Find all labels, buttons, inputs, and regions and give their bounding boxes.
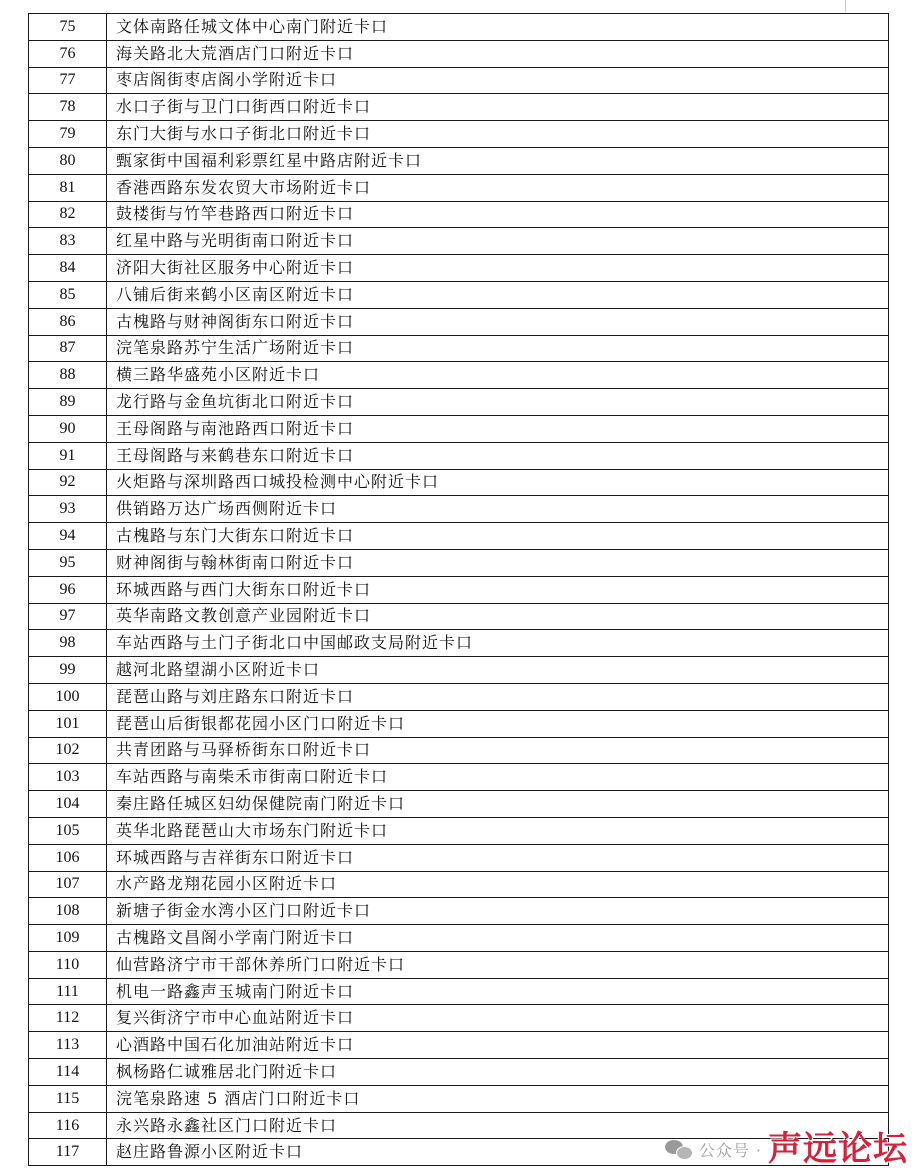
- checkpoint-table-body: [29, 14, 889, 1166]
- row-number-cell: 81: [29, 174, 107, 201]
- table-row: [29, 442, 889, 469]
- table-row: [29, 978, 889, 1005]
- location-cell: 越河北路望湖小区附近卡口: [107, 657, 889, 684]
- checkpoint-table: [28, 13, 889, 1166]
- location-cell: 秦庄路任城区妇幼保健院南门附近卡口: [107, 791, 889, 818]
- row-number-cell: 80: [29, 147, 107, 174]
- table-row: [29, 40, 889, 67]
- watermark-brand: 声远论坛: [768, 1129, 908, 1169]
- location-cell: 古槐路与东门大街东口附近卡口: [107, 523, 889, 550]
- row-number-cell: 84: [29, 255, 107, 282]
- table-row: [29, 281, 889, 308]
- row-number-cell: 103: [29, 764, 107, 791]
- location-cell: 文体南路任城文体中心南门附近卡口: [107, 14, 889, 41]
- location-cell: 红星中路与光明街南口附近卡口: [107, 228, 889, 255]
- row-number-cell: 87: [29, 335, 107, 362]
- row-number-cell: 112: [29, 1005, 107, 1032]
- location-cell: 古槐路文昌阁小学南门附近卡口: [107, 925, 889, 952]
- row-number-cell: 101: [29, 710, 107, 737]
- location-cell: 车站西路与南柴禾市街南口附近卡口: [107, 764, 889, 791]
- location-cell: 车站西路与土门子街北口中国邮政支局附近卡口: [107, 630, 889, 657]
- table-row: [29, 657, 889, 684]
- table-row: [29, 362, 889, 389]
- row-number-cell: 109: [29, 925, 107, 952]
- table-row: [29, 603, 889, 630]
- location-cell: 东门大街与水口子街北口附近卡口: [107, 121, 889, 148]
- row-number-cell: 104: [29, 791, 107, 818]
- table-row: [29, 710, 889, 737]
- location-cell: 古槐路与财神阁街东口附近卡口: [107, 308, 889, 335]
- table-row: [29, 469, 889, 496]
- table-row: [29, 308, 889, 335]
- row-number-cell: 114: [29, 1059, 107, 1086]
- row-number-cell: 100: [29, 683, 107, 710]
- row-number-cell: 92: [29, 469, 107, 496]
- location-cell: 龙行路与金鱼坑街北口附近卡口: [107, 389, 889, 416]
- location-cell: 英华北路琵琶山大市场东门附近卡口: [107, 817, 889, 844]
- location-cell: 琵琶山后街银都花园小区门口附近卡口: [107, 710, 889, 737]
- table-row: [29, 255, 889, 282]
- table-row: [29, 1085, 889, 1112]
- row-number-cell: 95: [29, 549, 107, 576]
- row-number-cell: 76: [29, 40, 107, 67]
- location-cell: 水口子街与卫门口街西口附近卡口: [107, 94, 889, 121]
- row-number-cell: 113: [29, 1032, 107, 1059]
- row-number-cell: 107: [29, 871, 107, 898]
- row-number-cell: 83: [29, 228, 107, 255]
- location-cell: 复兴街济宁市中心血站附近卡口: [107, 1005, 889, 1032]
- location-cell: 供销路万达广场西侧附近卡口: [107, 496, 889, 523]
- location-cell: 永兴路永鑫社区门口附近卡口: [107, 1112, 889, 1139]
- table-row: [29, 1032, 889, 1059]
- table-row: [29, 389, 889, 416]
- location-cell: 枣店阁街枣店阁小学附近卡口: [107, 67, 889, 94]
- table-row: [29, 549, 889, 576]
- location-cell: 枫杨路仁诚雅居北门附近卡口: [107, 1059, 889, 1086]
- table-row: [29, 844, 889, 871]
- row-number-cell: 110: [29, 951, 107, 978]
- table-row: [29, 201, 889, 228]
- location-cell: 火炬路与深圳路西口城投检测中心附近卡口: [107, 469, 889, 496]
- row-number-cell: 115: [29, 1085, 107, 1112]
- table-row: [29, 737, 889, 764]
- location-cell: 甄家街中国福利彩票红星中路店附近卡口: [107, 147, 889, 174]
- table-row: [29, 1005, 889, 1032]
- page-edge-line: [845, 0, 846, 12]
- row-number-cell: 116: [29, 1112, 107, 1139]
- row-number-cell: 105: [29, 817, 107, 844]
- location-cell: 新塘子街金水湾小区门口附近卡口: [107, 898, 889, 925]
- row-number-cell: 78: [29, 94, 107, 121]
- table-row: [29, 496, 889, 523]
- table-row: [29, 764, 889, 791]
- table-row: [29, 898, 889, 925]
- location-cell: 济阳大街社区服务中心附近卡口: [107, 255, 889, 282]
- location-cell: 财神阁街与翰林街南口附近卡口: [107, 549, 889, 576]
- location-cell: 海关路北大荒酒店门口附近卡口: [107, 40, 889, 67]
- table-row: [29, 925, 889, 952]
- table-row: [29, 523, 889, 550]
- table-row: [29, 871, 889, 898]
- table-row: [29, 67, 889, 94]
- row-number-cell: 96: [29, 576, 107, 603]
- location-cell: 心酒路中国石化加油站附近卡口: [107, 1032, 889, 1059]
- row-number-cell: 106: [29, 844, 107, 871]
- row-number-cell: 94: [29, 523, 107, 550]
- table-row: [29, 951, 889, 978]
- table-row: [29, 1059, 889, 1086]
- row-number-cell: 88: [29, 362, 107, 389]
- table-row: [29, 576, 889, 603]
- location-cell: 仙营路济宁市干部休养所门口附近卡口: [107, 951, 889, 978]
- row-number-cell: 90: [29, 415, 107, 442]
- location-cell: 琵琶山路与刘庄路东口附近卡口: [107, 683, 889, 710]
- row-number-cell: 99: [29, 657, 107, 684]
- row-number-cell: 98: [29, 630, 107, 657]
- table-row: [29, 791, 889, 818]
- row-number-cell: 102: [29, 737, 107, 764]
- watermark: [665, 1131, 908, 1167]
- location-cell: 英华南路文教创意产业园附近卡口: [107, 603, 889, 630]
- row-number-cell: 79: [29, 121, 107, 148]
- wechat-icon: [665, 1138, 693, 1160]
- row-number-cell: 82: [29, 201, 107, 228]
- location-cell: 浣笔泉路速 5 酒店门口附近卡口: [107, 1085, 889, 1112]
- row-number-cell: 108: [29, 898, 107, 925]
- location-cell: 机电一路鑫声玉城南门附近卡口: [107, 978, 889, 1005]
- row-number-cell: 86: [29, 308, 107, 335]
- row-number-cell: 85: [29, 281, 107, 308]
- table-row: [29, 228, 889, 255]
- row-number-cell: 89: [29, 389, 107, 416]
- row-number-cell: 77: [29, 67, 107, 94]
- table-row: [29, 121, 889, 148]
- table-row: [29, 147, 889, 174]
- location-cell: 鼓楼街与竹竿巷路西口附近卡口: [107, 201, 889, 228]
- location-cell: 共青团路与马驿桥街东口附近卡口: [107, 737, 889, 764]
- location-cell: 水产路龙翔花园小区附近卡口: [107, 871, 889, 898]
- table-row: [29, 683, 889, 710]
- row-number-cell: 111: [29, 978, 107, 1005]
- row-number-cell: 117: [29, 1139, 107, 1166]
- watermark-account-label: 公众号 ·: [698, 1140, 762, 1160]
- table-row: [29, 630, 889, 657]
- location-cell: 八铺后街来鹤小区南区附近卡口: [107, 281, 889, 308]
- table-row: [29, 415, 889, 442]
- row-number-cell: 97: [29, 603, 107, 630]
- table-row: [29, 174, 889, 201]
- location-cell: 王母阁路与来鹤巷东口附近卡口: [107, 442, 889, 469]
- row-number-cell: 93: [29, 496, 107, 523]
- row-number-cell: 91: [29, 442, 107, 469]
- location-cell: 环城西路与西门大街东口附近卡口: [107, 576, 889, 603]
- location-cell: 环城西路与吉祥街东口附近卡口: [107, 844, 889, 871]
- location-cell: 赵庄路鲁源小区附近卡口: [107, 1139, 889, 1166]
- location-cell: 横三路华盛苑小区附近卡口: [107, 362, 889, 389]
- table-row: [29, 335, 889, 362]
- table-row: [29, 14, 889, 41]
- table-row: [29, 94, 889, 121]
- table-row: [29, 817, 889, 844]
- location-cell: 香港西路东发农贸大市场附近卡口: [107, 174, 889, 201]
- row-number-cell: 75: [29, 14, 107, 41]
- location-cell: 王母阁路与南池路西口附近卡口: [107, 415, 889, 442]
- location-cell: 浣笔泉路苏宁生活广场附近卡口: [107, 335, 889, 362]
